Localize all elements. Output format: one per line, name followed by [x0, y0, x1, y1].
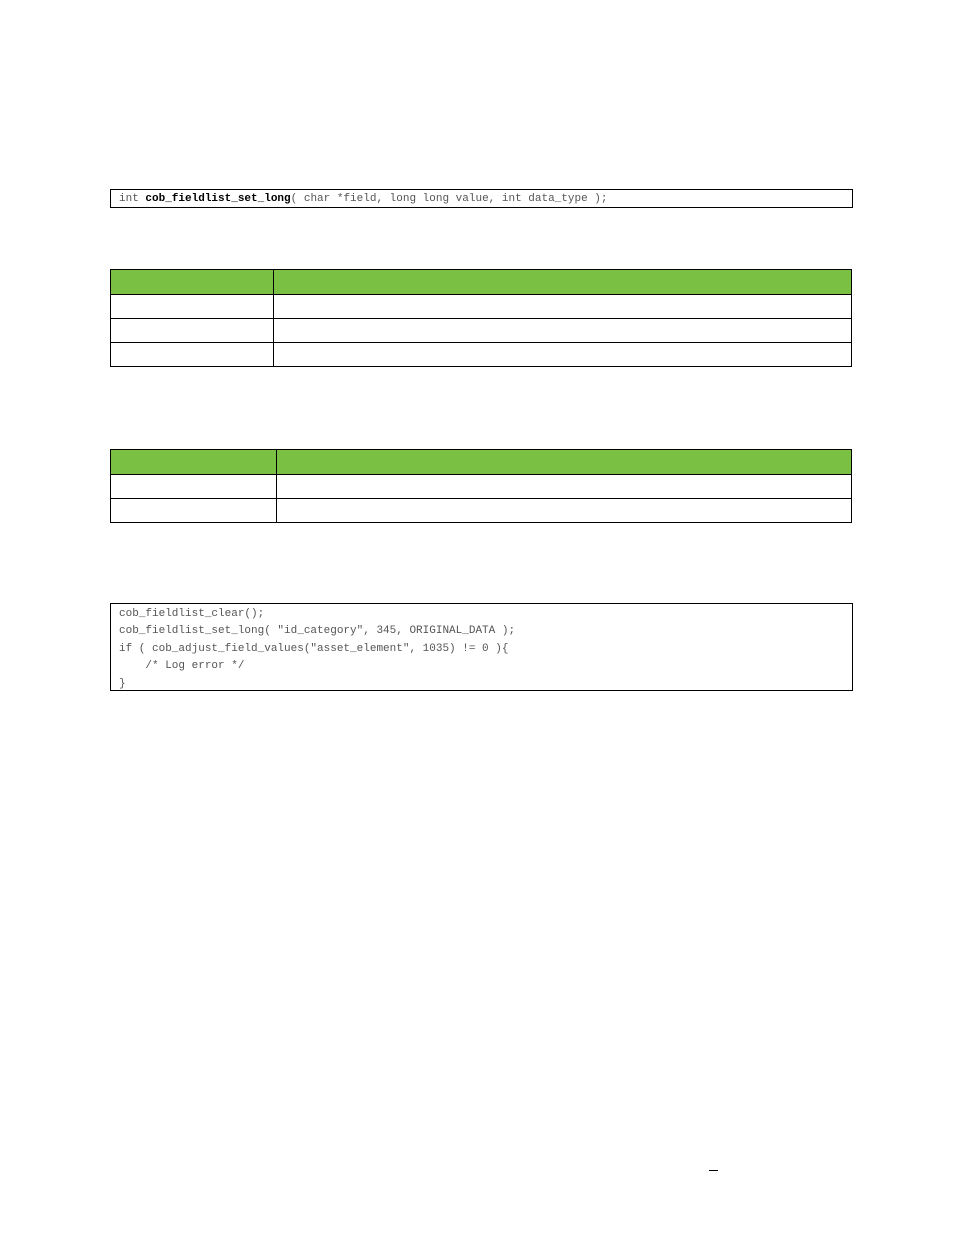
parameters-header-cell-1	[111, 270, 274, 295]
return-values-table-header-row	[111, 450, 852, 475]
parameters-cell	[111, 343, 274, 367]
return-values-cell	[277, 475, 852, 499]
code-line: cob_fieldlist_set_long( "id_category", 345, ORIGINAL_DATA );	[119, 625, 516, 638]
parameters-header-cell-2	[274, 270, 852, 295]
return-values-header-cell-1	[111, 450, 277, 475]
code-line: }	[119, 677, 126, 690]
signature-return-type: int	[119, 193, 146, 205]
return-values-cell	[111, 475, 277, 499]
table-row	[111, 295, 852, 319]
table-row	[111, 475, 852, 499]
parameters-cell	[274, 295, 852, 319]
function-signature-box	[110, 189, 853, 208]
table-row	[111, 499, 852, 523]
code-line: /* Log error */	[119, 660, 245, 673]
signature-function-name: cob_fieldlist_set_long	[145, 193, 291, 205]
code-example-box	[110, 603, 853, 691]
parameters-table-header-row	[111, 270, 852, 295]
table-row	[111, 319, 852, 343]
page-number-marker	[709, 1170, 718, 1171]
parameters-cell	[111, 319, 274, 343]
parameters-cell	[274, 343, 852, 367]
table-row	[111, 343, 852, 367]
return-values-cell	[111, 499, 277, 523]
parameters-cell	[274, 319, 852, 343]
return-values-table	[110, 449, 852, 523]
code-line: if ( cob_adjust_field_values("asset_element", 1035) != 0 ){	[119, 642, 509, 655]
signature-arguments: ( char *field, long long value, int data_type );	[290, 193, 608, 205]
parameters-cell	[111, 295, 274, 319]
code-line: cob_fieldlist_clear();	[119, 608, 265, 620]
return-values-header-cell-2	[277, 450, 852, 475]
parameters-table	[110, 269, 852, 367]
return-values-cell	[277, 499, 852, 523]
